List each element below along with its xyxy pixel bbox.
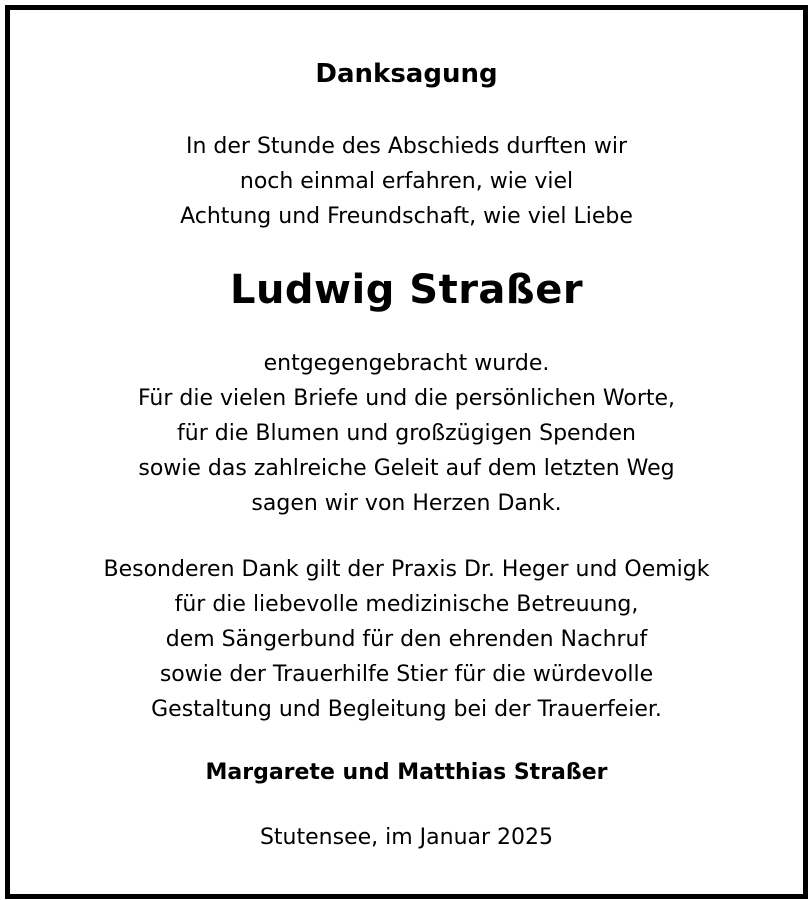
signature: Margarete und Matthias Straßer (205, 760, 608, 785)
thanks-line-1: entgegengebracht wurde. (263, 351, 550, 376)
thanks-line-4: sowie das zahlreiche Geleit auf dem letzten Weg (138, 456, 675, 481)
special-thanks-line-4: sowie der Trauerhilfe Stier für die würdevolle (159, 662, 654, 687)
special-thanks-line-1: Besonderen Dank gilt der Praxis Dr. Heger und Oemigk (103, 557, 710, 582)
deceased-name: Ludwig Straßer (229, 267, 584, 313)
intro-line-2: noch einmal erfahren, wie viel (239, 169, 574, 194)
special-thanks-line-2: für die liebevolle medizinische Betreuung, (174, 592, 639, 617)
special-thanks-line-3: dem Sängerbund für den ehrenden Nachruf (165, 627, 648, 652)
thanks-line-2: Für die vielen Briefe und die persönlichen Worte, (137, 386, 676, 411)
thanks-line-5: sagen wir von Herzen Dank. (251, 491, 562, 516)
thanks-line-3: für die Blumen und großzügigen Spenden (177, 421, 636, 446)
intro-line-3: Achtung und Freundschaft, wie viel Liebe (180, 204, 633, 229)
notice-title: Danksagung (315, 59, 498, 89)
intro-line-1: In der Stunde des Abschieds durften wir (185, 134, 628, 159)
obituary-notice-frame (5, 5, 808, 899)
place-date: Stutensee, im Januar 2025 (259, 825, 554, 850)
special-thanks-line-5: Gestaltung und Begleitung bei der Trauerfeier. (151, 697, 662, 722)
